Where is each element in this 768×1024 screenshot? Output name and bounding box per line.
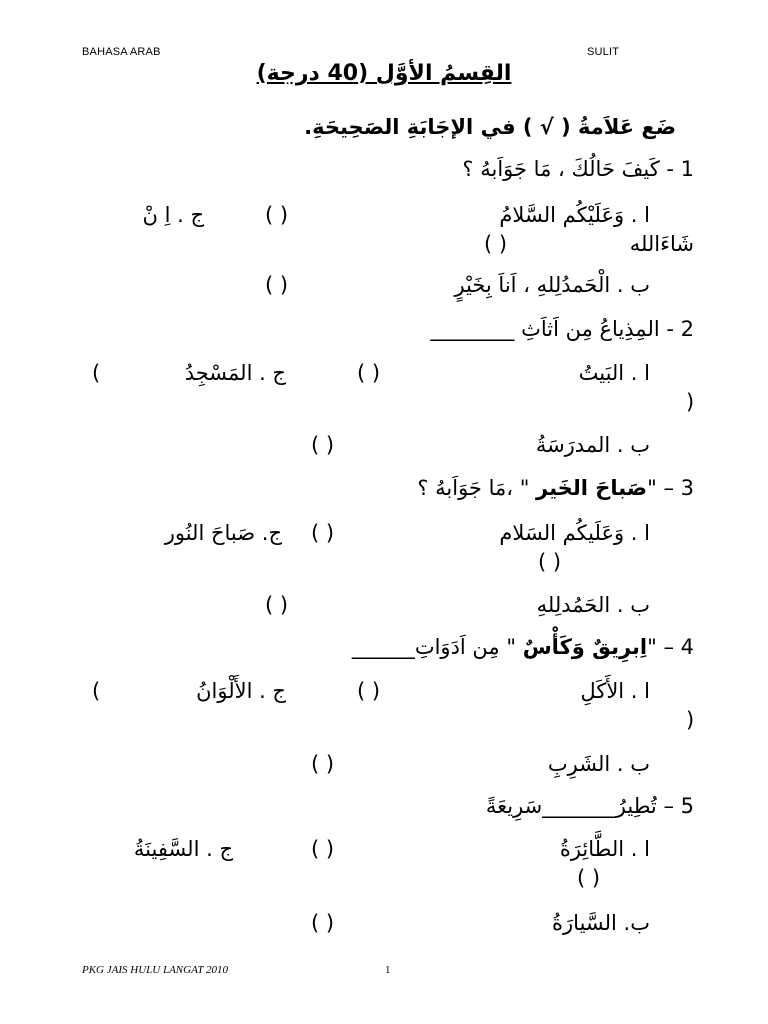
page-number: 1 xyxy=(385,964,391,976)
q3-option-c: ج. صَباحَ النُور xyxy=(164,521,282,545)
q1-option-b-checkbox[interactable]: ( ) xyxy=(265,273,289,297)
q1-option-c: ج . اِ نْ xyxy=(142,203,204,227)
q4-phrase: اِبرِيقٌ وَكَأْسٌ xyxy=(522,635,648,659)
q4-option-b: ب . الشَرِبِ xyxy=(547,752,650,776)
q5-option-b-checkbox[interactable]: ( ) xyxy=(311,911,335,935)
q4-option-c-checkbox-open[interactable]: ( xyxy=(92,679,101,703)
q5-option-a: ا . الطَّائِرَةُ xyxy=(559,837,650,861)
q3-number: 3 – " xyxy=(647,476,694,500)
q2-option-a-checkbox[interactable]: ( ) xyxy=(357,361,381,385)
question-1-stem: 1 - كَيفَ حَالُكَ ، مَا جَوَاَبهُ ؟ xyxy=(462,157,694,181)
q1-option-a: ا . وَعَلَيْكُم السَّلامُ xyxy=(499,203,650,227)
q4-number: 4 – " xyxy=(647,635,694,659)
q3-phrase: صَباحَ الخَير xyxy=(536,476,648,500)
header-subject: BAHASA ARAB xyxy=(82,46,161,58)
q3-option-b: ب . الحَمُدلِلهِ xyxy=(536,593,650,617)
q2-option-a: ا . البَيتُ xyxy=(578,361,650,385)
q3-option-a-checkbox[interactable]: ( ) xyxy=(311,521,335,545)
q4-option-c: ج . الأَلْوَانُ xyxy=(196,679,286,703)
q2-option-c: ج . المَسْجِدُ xyxy=(184,361,286,385)
q4-option-a-checkbox[interactable]: ( ) xyxy=(357,679,381,703)
q1-option-a-checkbox[interactable]: ( ) xyxy=(265,203,289,227)
footer-publisher: PKG JAIS HULU LANGAT 2010 xyxy=(82,964,229,976)
q2-option-c-checkbox-close[interactable]: ) xyxy=(686,390,695,414)
question-2-stem: 2 - المِذِياعُ مِن اَثاَثِ ________ xyxy=(430,317,694,341)
header-classification: SULIT xyxy=(587,46,620,58)
q2-option-b-checkbox[interactable]: ( ) xyxy=(311,433,335,457)
q1-option-c-checkbox[interactable]: ( ) xyxy=(484,232,508,256)
q4-question: " مِن اَدَوَاتِ______ xyxy=(351,635,517,659)
q2-option-b: ب . المدرَسَةُ xyxy=(535,433,650,457)
q5-option-c-checkbox[interactable]: ( ) xyxy=(577,866,601,890)
q3-option-b-checkbox[interactable]: ( ) xyxy=(265,593,289,617)
q4-option-a: ا . الأَكَلِ xyxy=(580,679,650,703)
q5-option-b: ب. السَّيارَةُ xyxy=(552,911,650,935)
q3-option-a: ا . وَعَلَيكُم السَلام xyxy=(499,521,650,545)
instruction: ضَع عَلاَمةُ ( √ ) في الإجَابَةِ الصَحِيحَةِ. xyxy=(304,115,676,139)
q3-option-c-checkbox[interactable]: ( ) xyxy=(538,550,562,574)
q1-option-c-continued: شَاءَالله xyxy=(629,232,694,256)
question-5-stem: 5 – تُطِيرُ_______سَرِيعَةً xyxy=(485,794,694,818)
q5-option-a-checkbox[interactable]: ( ) xyxy=(311,837,335,861)
section-title: القِسمُ الأوَّل (40 درجة) xyxy=(256,61,512,86)
question-3-stem xyxy=(417,477,694,500)
q1-option-b: ب . الْحَمدُلِلهِ ، اَناَ بِخَيْرٍ xyxy=(454,273,650,297)
q4-option-c-checkbox-close[interactable]: ) xyxy=(686,708,695,732)
q4-option-b-checkbox[interactable]: ( ) xyxy=(311,752,335,776)
question-4-stem xyxy=(352,636,694,659)
q2-option-c-checkbox-open[interactable]: ( xyxy=(92,361,101,385)
q3-question: " ،مَا جَوَاَبهُ ؟ xyxy=(417,476,530,500)
q5-option-c: ج . السَّفِينَةُ xyxy=(133,837,233,861)
